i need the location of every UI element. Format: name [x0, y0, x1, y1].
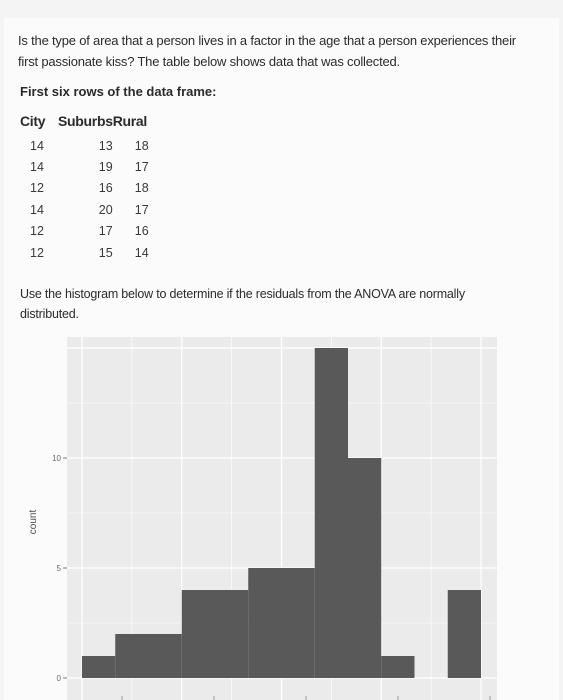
histogram-bar	[215, 590, 248, 678]
instruction-line-1: Use the histogram below to determine if the residuals from the ANOVA are normally	[20, 287, 465, 301]
cell-city: 14	[30, 138, 44, 153]
y-tick-label: 5	[56, 564, 61, 573]
cell-city: 14	[30, 202, 44, 217]
cell-city: 12	[30, 224, 44, 239]
header-rural: Rural	[112, 113, 147, 129]
cell-suburbs: 15	[98, 245, 113, 260]
table-title: First six rows of the data frame:	[20, 84, 217, 99]
question-line-1: Is the type of area that a person lives in a factor in the age that a person experiences their	[18, 33, 516, 48]
histogram-bar	[115, 634, 148, 678]
histogram-bar	[348, 458, 381, 678]
question-line-2: first passionate kiss? The table below shows data that was collected.	[18, 54, 400, 69]
cell-rural: 17	[134, 202, 149, 217]
cell-city: 12	[30, 181, 44, 196]
header-suburbs: Suburbs	[58, 113, 113, 129]
cell-suburbs: 16	[98, 181, 113, 196]
y-tick-label: 0	[56, 674, 61, 683]
cell-city: 12	[30, 245, 44, 260]
histogram-bar	[315, 348, 348, 678]
cell-rural: 14	[134, 245, 149, 260]
y-axis-ticks	[52, 454, 67, 683]
histogram-bar	[82, 656, 115, 678]
y-tick-label: 10	[52, 454, 61, 463]
histogram-bar	[182, 590, 215, 678]
cell-suburbs: 19	[98, 160, 113, 175]
histogram-bar	[248, 568, 281, 678]
cell-rural: 17	[134, 160, 149, 175]
histogram-bar	[149, 634, 182, 678]
histogram-bar	[381, 656, 414, 678]
cell-city: 14	[30, 160, 44, 175]
histogram-bar	[448, 590, 481, 678]
instruction-line-2: distributed.	[20, 307, 79, 321]
cell-suburbs: 17	[98, 224, 113, 239]
cell-rural: 18	[134, 181, 149, 196]
cell-suburbs: 20	[98, 202, 113, 217]
cell-rural: 16	[134, 224, 149, 239]
header-city: City	[20, 113, 46, 129]
y-axis-label: count	[28, 509, 39, 535]
cell-rural: 18	[134, 138, 149, 153]
cell-suburbs: 13	[98, 138, 113, 153]
histogram-bar	[282, 568, 315, 678]
